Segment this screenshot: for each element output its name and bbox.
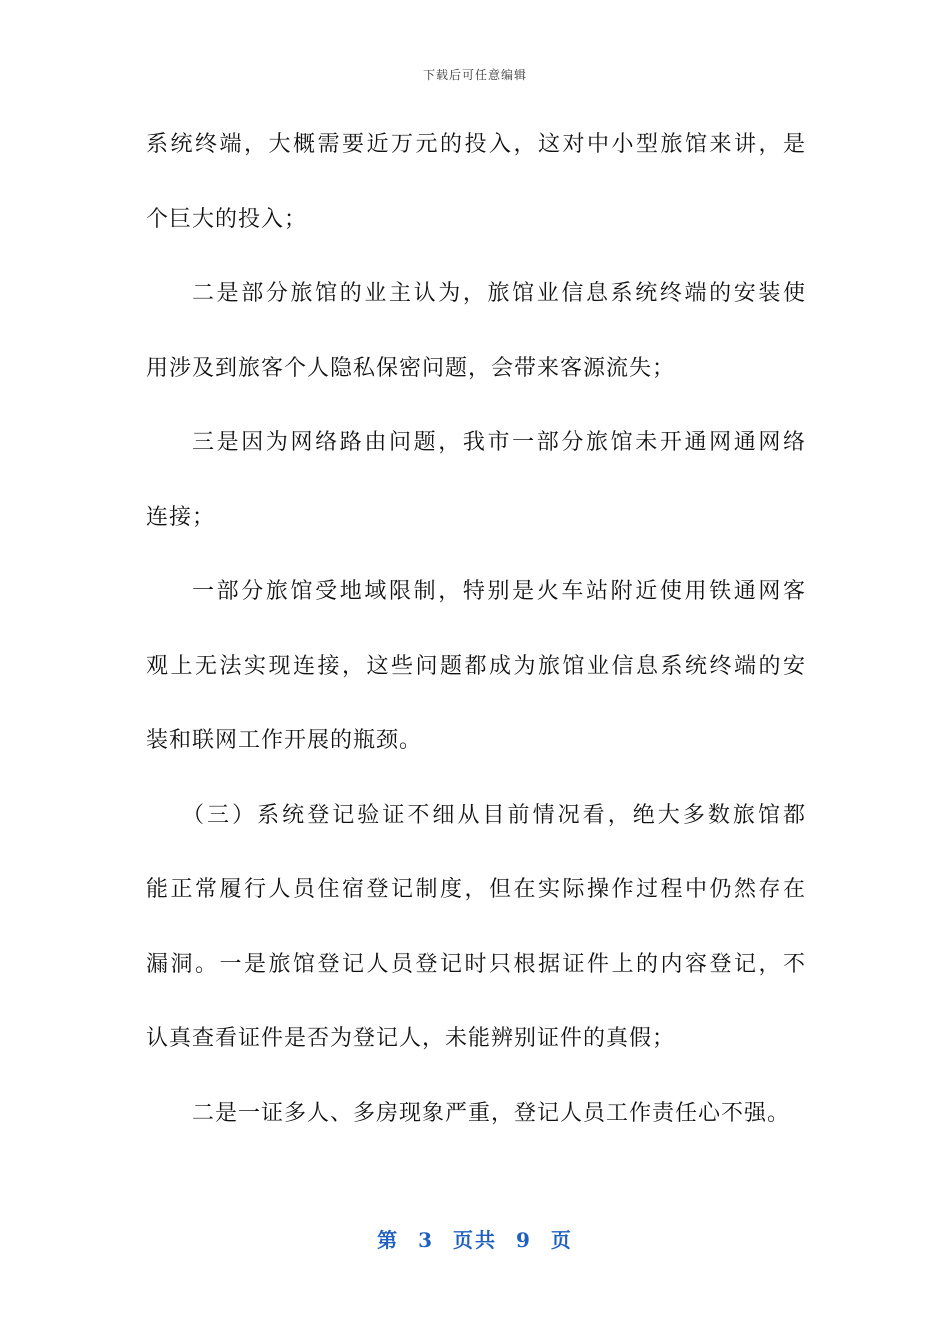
text-line: 个巨大的投入； <box>146 206 308 232</box>
text-line: 漏洞。一是旅馆登记人员登记时只根据证件上的内容登记，不 <box>146 951 806 977</box>
page-footer: 第 3 页共 9 页 <box>377 1228 573 1252</box>
text-line: 观上无法实现连接，这些问题都成为旅馆业信息系统终端的安 <box>146 653 806 679</box>
text-line: 认真查看证件是否为登记人，未能辨别证件的真假； <box>146 1026 676 1051</box>
document-body <box>146 108 806 1151</box>
text-line: 系统终端，大概需要近万元的投入，这对中小型旅馆来讲，是 <box>146 132 806 157</box>
text-line: 一部分旅馆受地域限制，特别是火车站附近使用铁通网客 <box>192 579 806 604</box>
text-line: （三）系统登记验证不细从目前情况看，绝大多数旅馆都 <box>182 802 806 828</box>
text-line: 能正常履行人员住宿登记制度，但在实际操作过程中仍然存在 <box>146 877 806 902</box>
text-line: 二是部分旅馆的业主认为，旅馆业信息系统终端的安装使 <box>192 281 806 306</box>
text-line: 装和联网工作开展的瓶颈。 <box>146 728 423 753</box>
page-header: 下载后可任意编辑 <box>422 68 527 82</box>
text-line: 三是因为网络路由问题，我市一部分旅馆未开通网通网络 <box>192 430 806 455</box>
text-line: 用涉及到旅客个人隐私保密问题，会带来客源流失； <box>146 355 676 381</box>
text-line: 连接； <box>146 504 216 530</box>
text-line: 二是一证多人、多房现象严重，登记人员工作责任心不强。 <box>192 1100 791 1126</box>
